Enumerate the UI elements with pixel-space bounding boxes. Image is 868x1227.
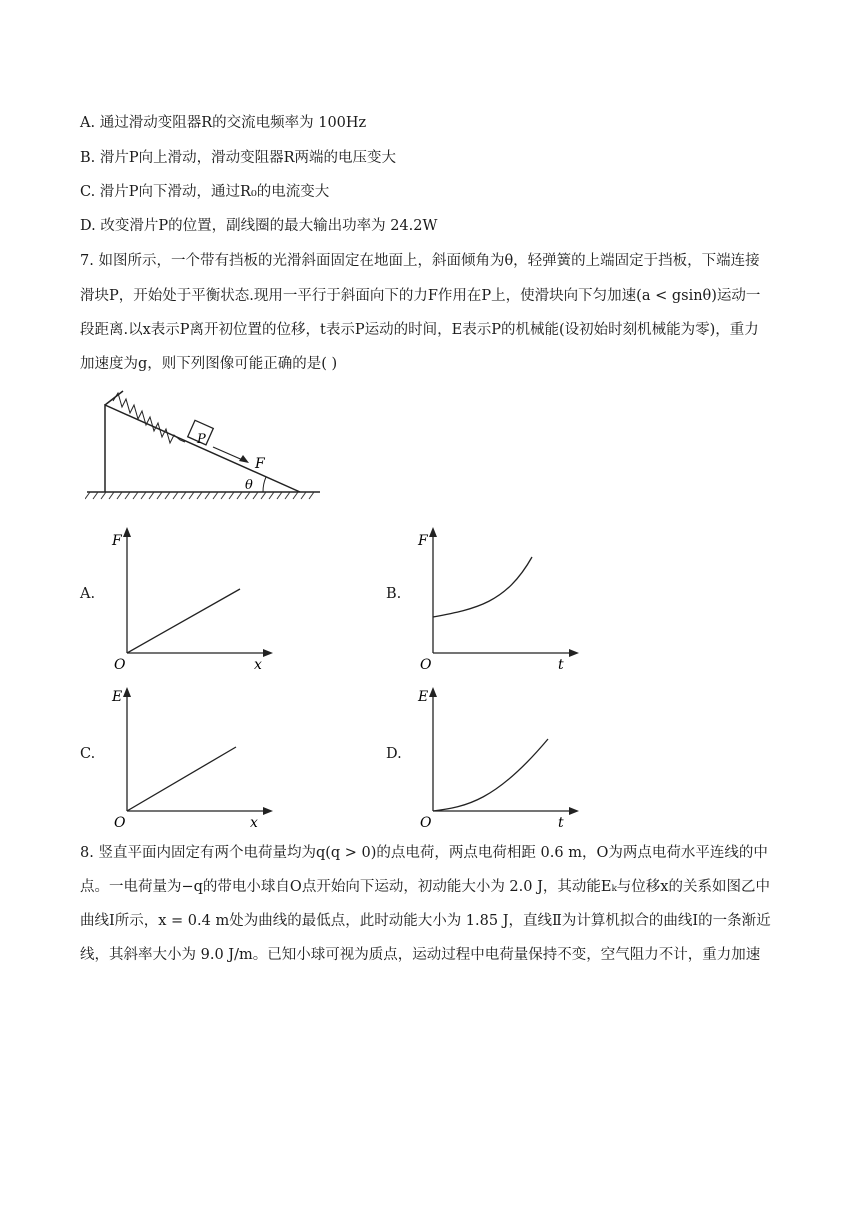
graph-a-origin: O (114, 657, 126, 673)
graph-b-ylabel: F (418, 533, 428, 549)
graph-b-curve (433, 557, 532, 617)
incline-diagram (85, 385, 325, 505)
graph-a-line (127, 589, 240, 653)
force-label: F (255, 456, 265, 472)
option-b: B. 滑片P向上滑动，滑动变阻器R两端的电压变大 (80, 150, 397, 166)
option-a: A. 通过滑动变阻器R的交流电频率为 100Hz (80, 115, 367, 131)
graph-d-origin: O (420, 815, 432, 831)
option-c: C. 滑片P向下滑动，通过R₀的电流变大 (80, 184, 330, 200)
graph-c-ylabel: E (112, 689, 123, 705)
graph-c-label: C. (80, 746, 96, 762)
graph-b-label: B. (386, 586, 402, 602)
q7-line-3: 段距离.以x表示P离开初位置的位移，t表示P运动的时间，E表示P的机械能(设初始时刻机械能为零)，重力 (80, 322, 759, 338)
graph-b (416, 523, 586, 673)
graph-d-label: D. (386, 746, 402, 762)
graph-d-curve (433, 739, 548, 811)
block-label: P (197, 432, 206, 447)
option-d: D. 改变滑片P的位置，副线圈的最大输出功率为 24.2W (80, 218, 438, 234)
q7-line-2: 滑块P，开始处于平衡状态.现用一平行于斜面向下的力F作用在P上，使滑块向下匀加速(a < gsinθ)运动一 (80, 288, 761, 304)
angle-label: θ (245, 478, 253, 493)
q7-line-1: 7. 如图所示，一个带有挡板的光滑斜面固定在地面上，斜面倾角为θ，轻弹簧的上端固定于挡板，下端连接 (80, 253, 760, 269)
graph-d-xlabel: t (558, 815, 564, 831)
q8-line-3: 曲线Ⅰ所示，x = 0.4 m处为曲线的最低点，此时动能大小为 1.85 J，直线Ⅱ为计算机拟合的曲线Ⅰ的一条渐近 (80, 913, 771, 929)
q8-line-4: 线，其斜率大小为 9.0 J/m。已知小球可视为质点，运动过程中电荷量保持不变，空气阻力不计，重力加速 (80, 947, 761, 963)
graph-b-xlabel: t (558, 657, 564, 673)
graph-c-origin: O (114, 815, 126, 831)
q8-line-2: 点。一电荷量为−q的带电小球自O点开始向下运动，初动能大小为 2.0 J，其动能Eₖ与位移x的关系如图乙中 (80, 879, 770, 895)
graph-a-xlabel: x (254, 657, 262, 673)
graph-c-xlabel: x (250, 815, 258, 831)
graph-a-label: A. (80, 586, 96, 602)
q7-line-4: 加速度为g，则下列图像可能正确的是( ) (80, 356, 338, 372)
q8-line-1: 8. 竖直平面内固定有两个电荷量均为q(q > 0)的点电荷，两点电荷相距 0.6 m，O为两点电荷水平连线的中 (80, 845, 768, 861)
graph-d (416, 683, 586, 833)
graph-b-origin: O (420, 657, 432, 673)
graph-c (110, 683, 280, 833)
graph-d-ylabel: E (418, 689, 429, 705)
graph-c-line (127, 747, 236, 811)
graph-a (110, 523, 280, 673)
graph-a-ylabel: F (112, 533, 122, 549)
